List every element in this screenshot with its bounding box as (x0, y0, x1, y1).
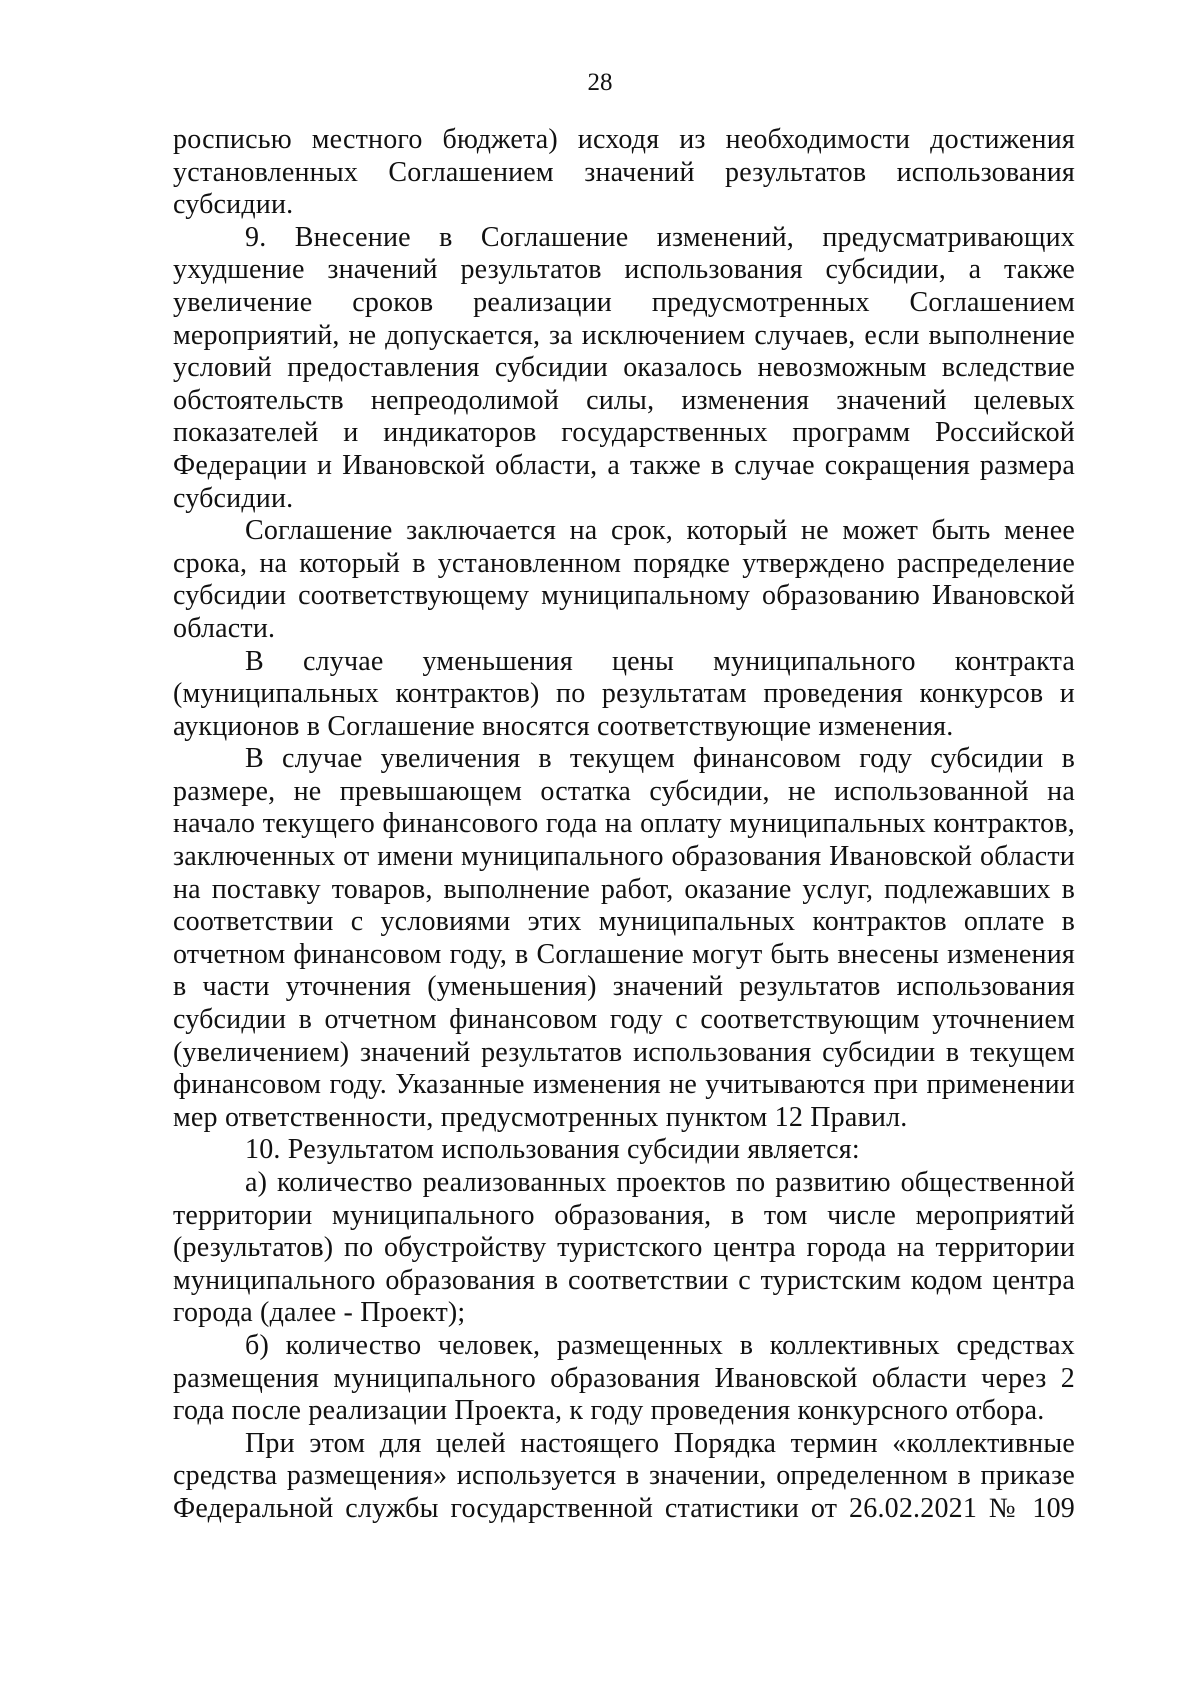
paragraph-result-b: б) количество человек, размещенных в коллективных средствах размещения муниципального образования Ивановской области через 2 года после реализации Проекта, к году проведения конкурсного отбора. (173, 1329, 1075, 1427)
paragraph-clause-9: 9. Внесение в Соглашение изменений, предусматривающих ухудшение значений результатов использования субсидии, а также увеличение сроков реализации предусмотренных Соглашением мероприятий, не допускается, за исключением случаев, если выполнение условий предоставления субсидии оказалось невозможным вследствие обстоятельств непреодолимой силы, изменения значений целевых показателей и индикаторов государственных программ Российской Федерации и Ивановской области, а также в случае сокращения размера субсидии. (173, 221, 1075, 514)
paragraph-clause-10: 10. Результатом использования субсидии является: (245, 1134, 860, 1166)
paragraph-result-a: а) количество реализованных проектов по развитию общественной территории муниципального образования, в том числе мероприятий (результатов) по обустройству туристского центра города на территории муниципального образования в соответствии с туристским кодом центра города (далее - Проект); (173, 1167, 1075, 1329)
paragraph-subsidy-increase: В случае увеличения в текущем финансовом году субсидии в размере, не превышающем остатка субсидии, не использованной на начало текущего финансового года на оплату муниципальных контрактов, заключенных от имени муниципального образования Ивановской области на поставку товаров, выполнение работ, оказание услуг, подлежавших в соответствии с условиями этих муниципальных контрактов оплате в отчетном финансовом году, в Соглашение могут быть внесены изменения в части уточнения (уменьшения) значений результатов использования субсидии в отчетном финансовом году с соответствующим уточнением (увеличением) значений результатов использования субсидии в текущем финансовом году. Указанные изменения не учитываются при применении мер ответственности, предусмотренных пунктом 12 Правил. (173, 743, 1075, 1133)
paragraph-term-definition: При этом для целей настоящего Порядка термин «коллективные средства размещения» используется в значении, определенном в приказе Федеральной службы государственной статистики от 26.02.2021 № 109 (173, 1427, 1075, 1524)
paragraph-continuation: росписью местного бюджета) исходя из необходимости достижения установленных Соглашением значений результатов использования субсидии. (173, 124, 1075, 221)
page-number: 28 (587, 69, 613, 96)
document-body (173, 124, 1075, 1526)
paragraph-contract-price-decrease: В случае уменьшения цены муниципального контракта (муниципальных контрактов) по результатам проведения конкурсов и аукционов в Соглашение вносятся соответствующие изменения. (173, 645, 1075, 742)
paragraph-agreement-term: Соглашение заключается на срок, который не может быть менее срока, на который в установленном порядке утверждено распределение субсидии соответствующему муниципальному образованию Ивановской области. (173, 515, 1075, 644)
